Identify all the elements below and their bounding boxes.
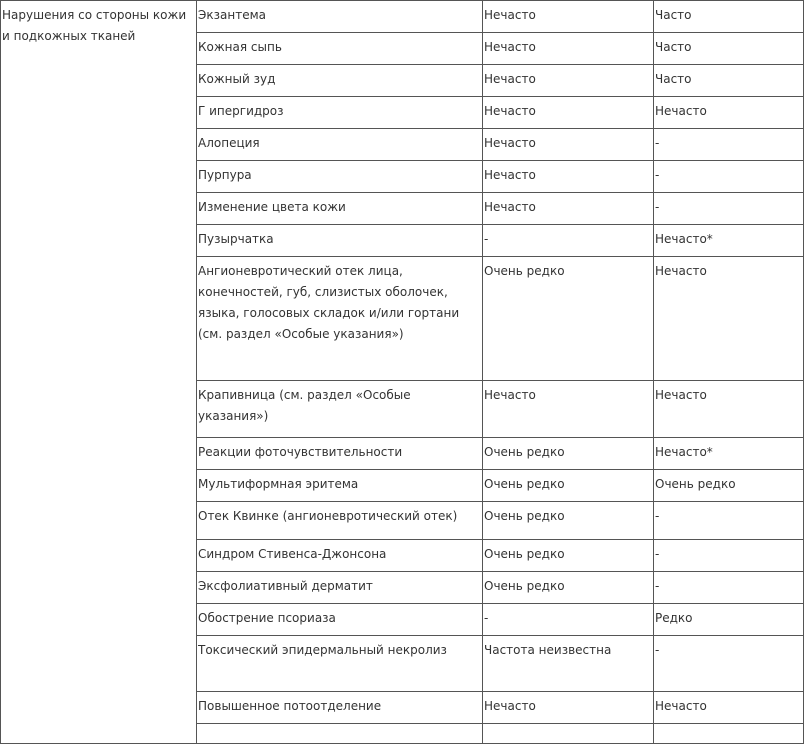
frequency-cell: - xyxy=(654,636,804,692)
effect-cell: Пузырчатка xyxy=(197,225,483,257)
frequency-cell: Часто xyxy=(654,65,804,97)
frequency-cell: - xyxy=(483,225,654,257)
frequency-cell: Нечасто xyxy=(654,257,804,381)
frequency-cell: Нечасто xyxy=(483,193,654,225)
frequency-cell: Нечасто xyxy=(654,97,804,129)
frequency-cell: Нечасто xyxy=(654,692,804,724)
effect-cell: Крапивница (см. раздел «Особые указания») xyxy=(197,381,483,438)
frequency-cell: Нечасто xyxy=(483,161,654,193)
frequency-cell: - xyxy=(654,572,804,604)
frequency-cell: - xyxy=(654,129,804,161)
frequency-cell: Очень редко xyxy=(483,470,654,502)
frequency-cell: Очень редко xyxy=(483,438,654,470)
frequency-cell: Нечасто xyxy=(483,33,654,65)
frequency-cell: Нечасто* xyxy=(654,225,804,257)
frequency-cell: Нечасто xyxy=(483,692,654,724)
frequency-cell: Очень редко xyxy=(483,502,654,540)
effect-cell: Изменение цвета кожи xyxy=(197,193,483,225)
effect-cell: Реакции фоточувствительности xyxy=(197,438,483,470)
effect-cell: Мультиформная эритема xyxy=(197,470,483,502)
effect-cell: Экзантема xyxy=(197,1,483,33)
frequency-cell: Очень редко xyxy=(483,540,654,572)
frequency-cell: - xyxy=(654,161,804,193)
frequency-cell: - xyxy=(654,193,804,225)
table-row xyxy=(1,1,804,33)
effect-cell: Токсический эпидермальный некролиз xyxy=(197,636,483,692)
frequency-cell: Часто xyxy=(654,1,804,33)
frequency-cell: Нечасто xyxy=(483,129,654,161)
frequency-cell: Нечасто* xyxy=(654,438,804,470)
effect-cell: Пурпура xyxy=(197,161,483,193)
effect-cell: Г ипергидроз xyxy=(197,97,483,129)
frequency-cell: Редко xyxy=(654,604,804,636)
effect-cell: Обострение псориаза xyxy=(197,604,483,636)
frequency-cell: Часто xyxy=(654,33,804,65)
frequency-cell: Нечасто xyxy=(654,381,804,438)
frequency-cell: Нечасто xyxy=(483,381,654,438)
frequency-cell: Очень редко xyxy=(483,572,654,604)
effect-cell: Кожная сыпь xyxy=(197,33,483,65)
frequency-cell: - xyxy=(483,604,654,636)
effect-cell: Эксфолиативный дерматит xyxy=(197,572,483,604)
system-class-cell: Нарушения со стороны кожи и подкожных тканей xyxy=(1,1,197,744)
frequency-cell: - xyxy=(654,502,804,540)
effect-cell: Ангионевротический отек лица, конечностей, губ, слизистых оболочек, языка, голосовых складок и/или гортани (см. раздел «Особые указания») xyxy=(197,257,483,381)
effect-cell: Отек Квинке (ангионевротический отек) xyxy=(197,502,483,540)
frequency-cell: Очень редко xyxy=(483,257,654,381)
frequency-cell: Очень редко xyxy=(654,470,804,502)
effect-cell: Алопеция xyxy=(197,129,483,161)
effect-cell: Синдром Стивенса-Джонсона xyxy=(197,540,483,572)
effect-cell: Повышенное потоотделение xyxy=(197,692,483,724)
frequency-cell: Нечасто xyxy=(483,65,654,97)
frequency-cell: Нечасто xyxy=(483,1,654,33)
frequency-cell: Частота неизвестна xyxy=(483,636,654,692)
effect-cell: Кожный зуд xyxy=(197,65,483,97)
frequency-cell: Нечасто xyxy=(483,97,654,129)
frequency-cell: - xyxy=(654,540,804,572)
